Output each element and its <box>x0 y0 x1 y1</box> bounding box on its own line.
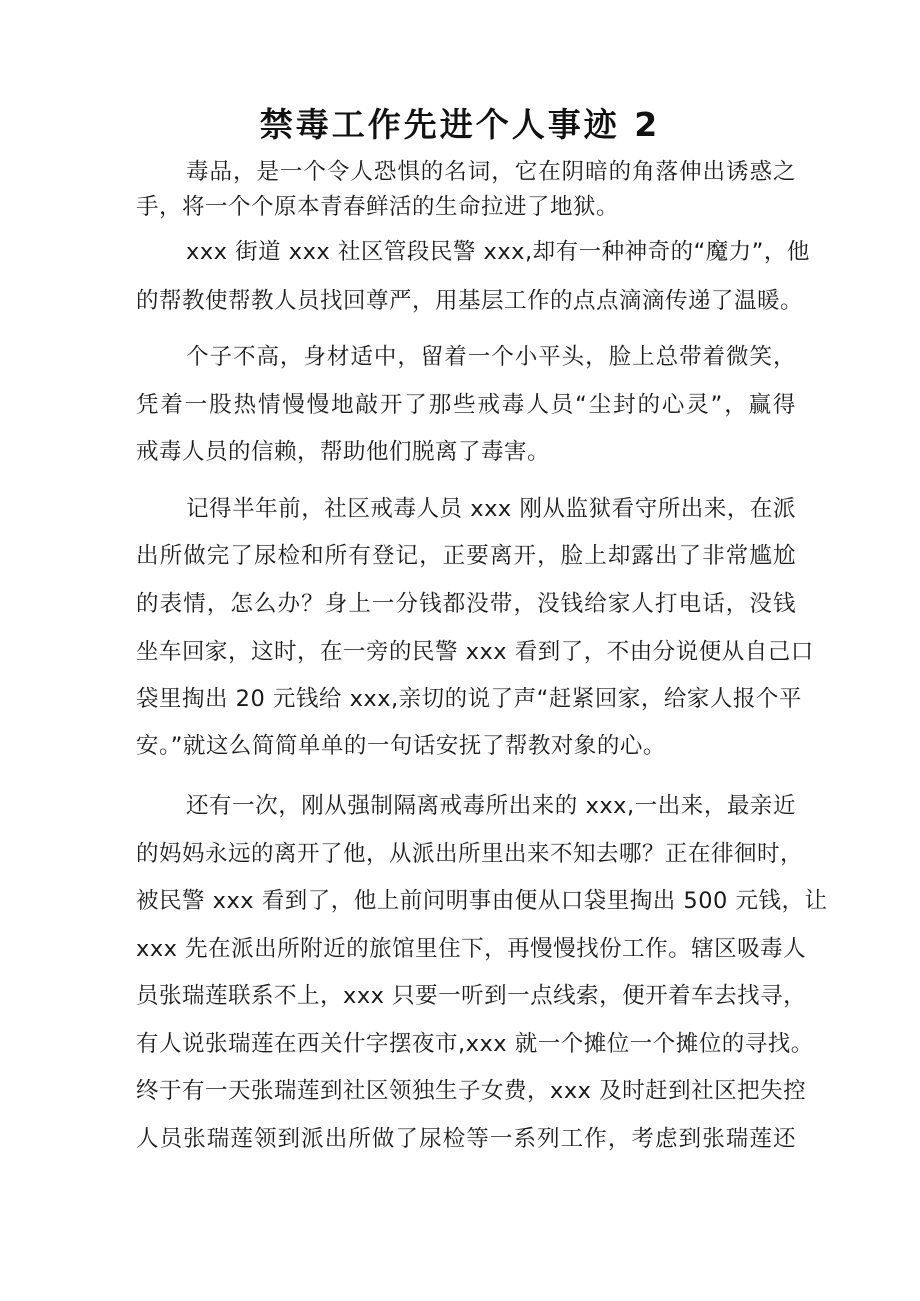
paragraph-5-line-3: 被民警 xxx 看到了，他上前问明事由便从口袋里掏出 500 元钱，让 <box>136 888 828 914</box>
paragraph-1-line-2: 手，将一个个原本青春鲜活的生命拉进了地狱。 <box>136 194 620 220</box>
document-title: 禁毒工作先进个人事迹 2 <box>259 105 661 144</box>
paragraph-4-line-3: 的表情，怎么办？身上一分钱都没带，没钱给家人打电话，没钱 <box>136 591 796 617</box>
paragraph-5-line-1: 还有一次，刚从强制隔离戒毒所出来的 xxx,一出来，最亲近 <box>186 793 796 819</box>
paragraph-2-line-2: 的帮教使帮教人员找回尊严，用基层工作的点点滴滴传递了温暖。 <box>136 288 804 314</box>
paragraph-3-line-1: 个子不高，身材适中，留着一个小平头，脸上总带着微笑， <box>186 344 796 370</box>
paragraph-5-line-6: 有人说张瑞莲在西关什字摆夜市,xxx 就一个摊位一个摊位的寻找。 <box>136 1031 814 1057</box>
paragraph-4-line-5: 袋里掏出 20 元钱给 xxx,亲切的说了声“赶紧回家，给家人报个平 <box>136 686 802 712</box>
paragraph-5-line-4: xxx 先在派出所附近的旅馆里住下，再慢慢找份工作。辖区吸毒人 <box>136 936 807 962</box>
paragraph-4-line-1: 记得半年前，社区戒毒人员 xxx 刚从监狱看守所出来，在派 <box>186 496 796 522</box>
paragraph-5-line-5: 员张瑞莲联系不上，xxx 只要一听到一点线索，便开着车去找寻， <box>136 983 807 1009</box>
paragraph-4-line-4: 坐车回家，这时，在一旁的民警 xxx 看到了，不由分说便从自己口 <box>136 639 814 665</box>
paragraph-4-line-2: 出所做完了尿检和所有登记，正要离开，脸上却露出了非常尴尬 <box>136 543 796 569</box>
paragraph-2-line-1: xxx 街道 xxx 社区管段民警 xxx,却有一种神奇的“魔力”，他 <box>186 239 810 265</box>
paragraph-1-line-1: 毒品，是一个令人恐惧的名词，它在阴暗的角落伸出诱惑之 <box>186 159 796 185</box>
paragraph-4-line-6: 安。”就这么简简单单的一句话安抚了帮教对象的心。 <box>136 733 666 759</box>
paragraph-3-line-3: 戒毒人员的信赖，帮助他们脱离了毒害。 <box>136 439 551 465</box>
paragraph-5-line-7: 终于有一天张瑞莲到社区领独生子女费，xxx 及时赶到社区把失控 <box>136 1078 807 1104</box>
paragraph-3-line-2: 凭着一股热情慢慢地敲开了那些戒毒人员“尘封的心灵”，赢得 <box>136 392 796 418</box>
paragraph-5-line-8: 人员张瑞莲领到派出所做了尿检等一系列工作，考虑到张瑞莲还 <box>136 1126 796 1152</box>
paragraph-5-line-2: 的妈妈永远的离开了他，从派出所里出来不知去哪？正在徘徊时， <box>136 841 804 867</box>
